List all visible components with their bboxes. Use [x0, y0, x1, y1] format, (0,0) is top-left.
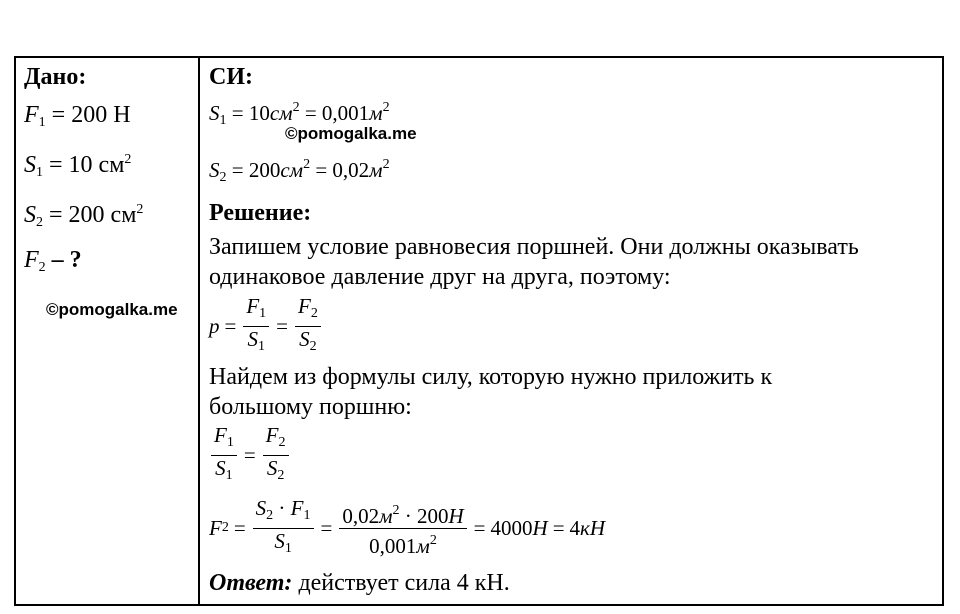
watermark-left: ©pomogalka.me — [46, 300, 178, 319]
given-f2-unknown: F2 – ? — [24, 247, 82, 275]
paragraph-2-line-2: большому поршню: — [209, 394, 412, 420]
answer-text: действует сила 4 кН. — [292, 570, 510, 596]
si-title: СИ: — [209, 64, 253, 90]
fraction-symbolic: $\frac{S2 \cdot F1}{S1}$ — [253, 496, 314, 561]
solution-title: Решение: — [209, 200, 312, 226]
ratio-f1-s1: $\frac{F1}{S1}$ — [211, 423, 237, 488]
fraction-f2-s2: $\frac{F2}{S2}$ — [295, 294, 321, 359]
paragraph-1-line-1: Запишем условие равновесия поршней. Они должны оказывать — [209, 234, 859, 260]
given-s1: S1 = 10 $см^2$ — [24, 152, 132, 180]
given-f1: F1 = 200 Н — [24, 102, 131, 130]
given-title: Дано: — [24, 64, 87, 90]
given-column — [24, 62, 194, 282]
fraction-f1-s1: $\frac{F1}{S1}$ — [243, 294, 269, 359]
fraction-numeric: $\frac{0,02м^2 \cdot 200Н}{0,001м^2}$ — [339, 499, 466, 558]
pressure-equality-formula: p = $\frac{F1}{S1}$ = $\frac{F2}{S2}$ — [209, 296, 939, 356]
column-divider — [198, 58, 200, 604]
solution-table — [14, 56, 944, 606]
given-s2: S2 = 200 $см^2$ — [24, 202, 144, 230]
paragraph-2-line-1: Найдем из формулы силу, которую нужно приложить к — [209, 364, 773, 390]
answer-label: Ответ: — [209, 570, 293, 596]
ratio-f2-s2: $\frac{F2}{S2}$ — [263, 423, 289, 488]
ratio-formula: $\frac{F1}{S1}$ = $\frac{F2}{S2}$ — [209, 426, 939, 484]
si-line-s2: $S2 = 200см^2 = 0,02м^2$ — [209, 157, 390, 185]
answer-line — [209, 568, 939, 598]
si-line-s1: $S1 = 10см^2 = 0,001м^2$ — [209, 100, 390, 128]
watermark-top: ©pomogalka.me — [285, 124, 417, 143]
paragraph-1-line-2: одинаковое давление друг на друга, поэтому: — [209, 264, 671, 290]
force-calculation-formula: F 2 = $\frac{S2 \cdot F1}{S1}$ = $\frac{0,02м^2 \cdot 200Н}{0,001м^2}$ = 4000 Н = 4 кН — [209, 498, 939, 558]
